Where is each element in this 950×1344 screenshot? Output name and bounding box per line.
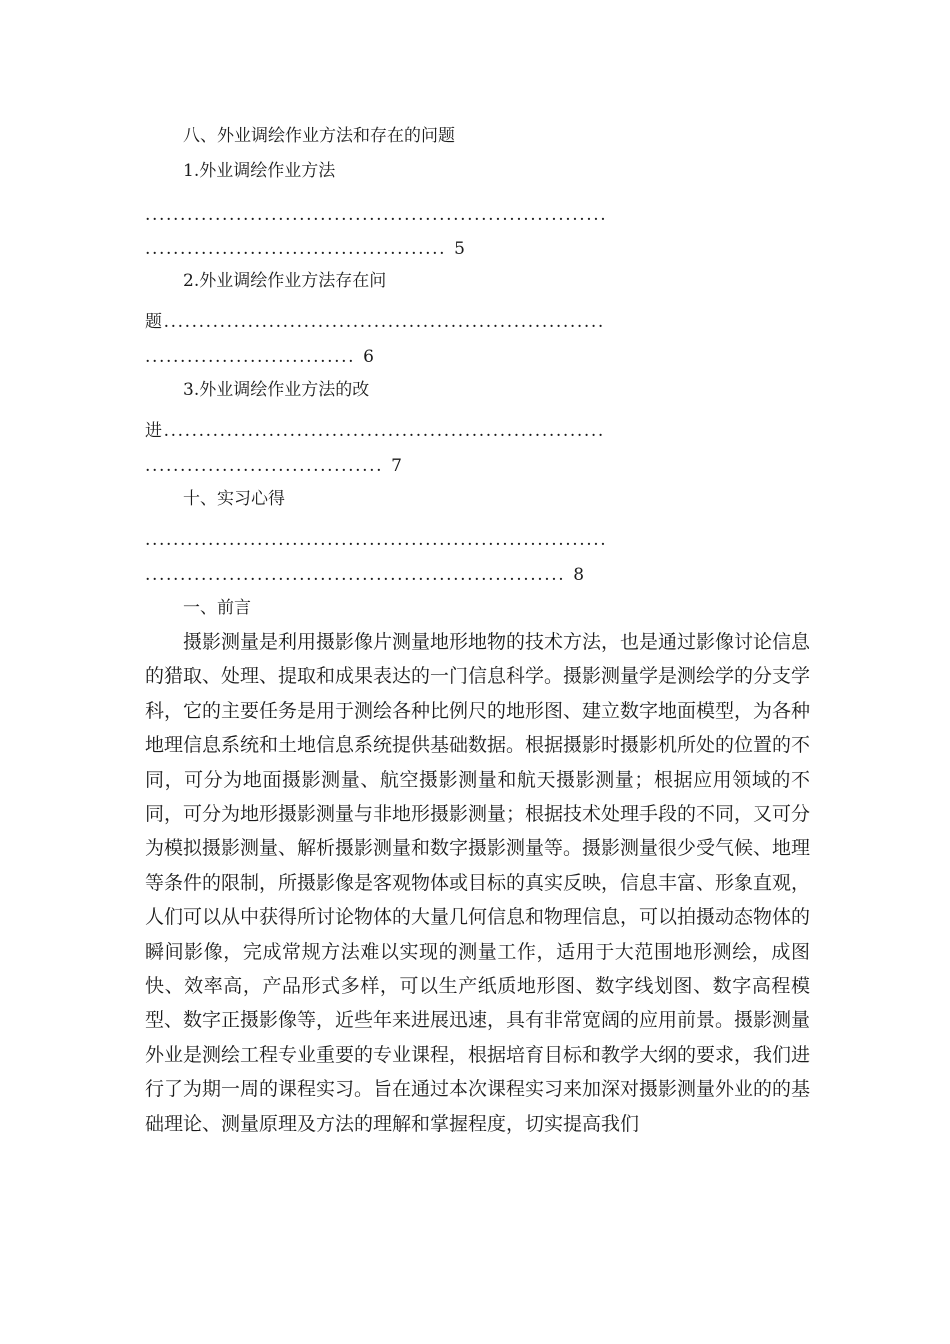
body-paragraph: 摄影测量是利用摄影像片测量地形地物的技术方法，也是通过影像讨论信息的猎取、处理、提取和成果表达的一门信息科学。摄影测量学是测绘学的分支学科，它的主要任务是用于测绘各种比例尺的地形图、建立数字地面模型，为各种地理信息系统和土地信息系统提供基础数据。根据摄影时摄影机所处的位置的不同，可分为地面摄影测量、航空摄影测量和航天摄影测量；根据应用领域的不同，可分为地形摄影测量与非地形摄影测量；根据技术处理手段的不同，又可分为模拟摄影测量、解析摄影测量和数字摄影测量等。摄影测量很少受气候、地理等条件的限制，所摄影像是客观物体或目标的真实反映，信息丰富、形象直观，人们可以从中获得所讨论物体的大量几何信息和物理信息，可以拍摄动态物体的瞬间影像，完成常规方法难以实现的测量工作，适用于大范围地形测绘，成图快、效率高，产品形式多样，可以生产纸质地形图、数字线划图、数字高程模型、数字正摄影像等，近些年来进展迅速，具有非常宽阔的应用前景。摄影测量外业是测绘工程专业重要的专业课程，根据培育目标和教学大纲的要求，我们进行了为期一周的课程实习。旨在通过本次课程实习来加深对摄影测量外业的的基础理论、测量原理及方法的理解和掌握程度，切实提高我们 xyxy=(145,631,811,1135)
toc-heading: 八、外业调绘作业方法和存在的问题 xyxy=(183,126,455,146)
toc-page-number: 5 xyxy=(454,239,465,259)
toc-leader: ........................................... 5 xyxy=(145,239,465,259)
toc-leader: 题............................................................... xyxy=(145,312,605,332)
toc-entry-title: 3.外业调绘作业方法的改 xyxy=(183,380,370,400)
toc-entry-title: 2.外业调绘作业方法存在问 xyxy=(183,271,387,291)
toc-leader: .................................................................. xyxy=(145,530,608,550)
toc-page-number: 6 xyxy=(363,347,374,367)
toc-leader: .................................. 7 xyxy=(145,456,402,476)
toc-page-number: 8 xyxy=(573,565,585,585)
toc-leader: .............................. 6 xyxy=(145,347,374,367)
toc-leader: .................................................................. xyxy=(145,205,608,225)
toc-page-number: 7 xyxy=(391,456,402,476)
toc-entry-title: 1.外业调绘作业方法 xyxy=(183,161,336,181)
toc-leader: 进............................................................... xyxy=(145,421,605,441)
section-heading: 一、前言 xyxy=(183,598,251,618)
toc-heading: 十、实习心得 xyxy=(183,489,285,509)
toc-leader: ............................................................ 8 xyxy=(145,565,585,585)
